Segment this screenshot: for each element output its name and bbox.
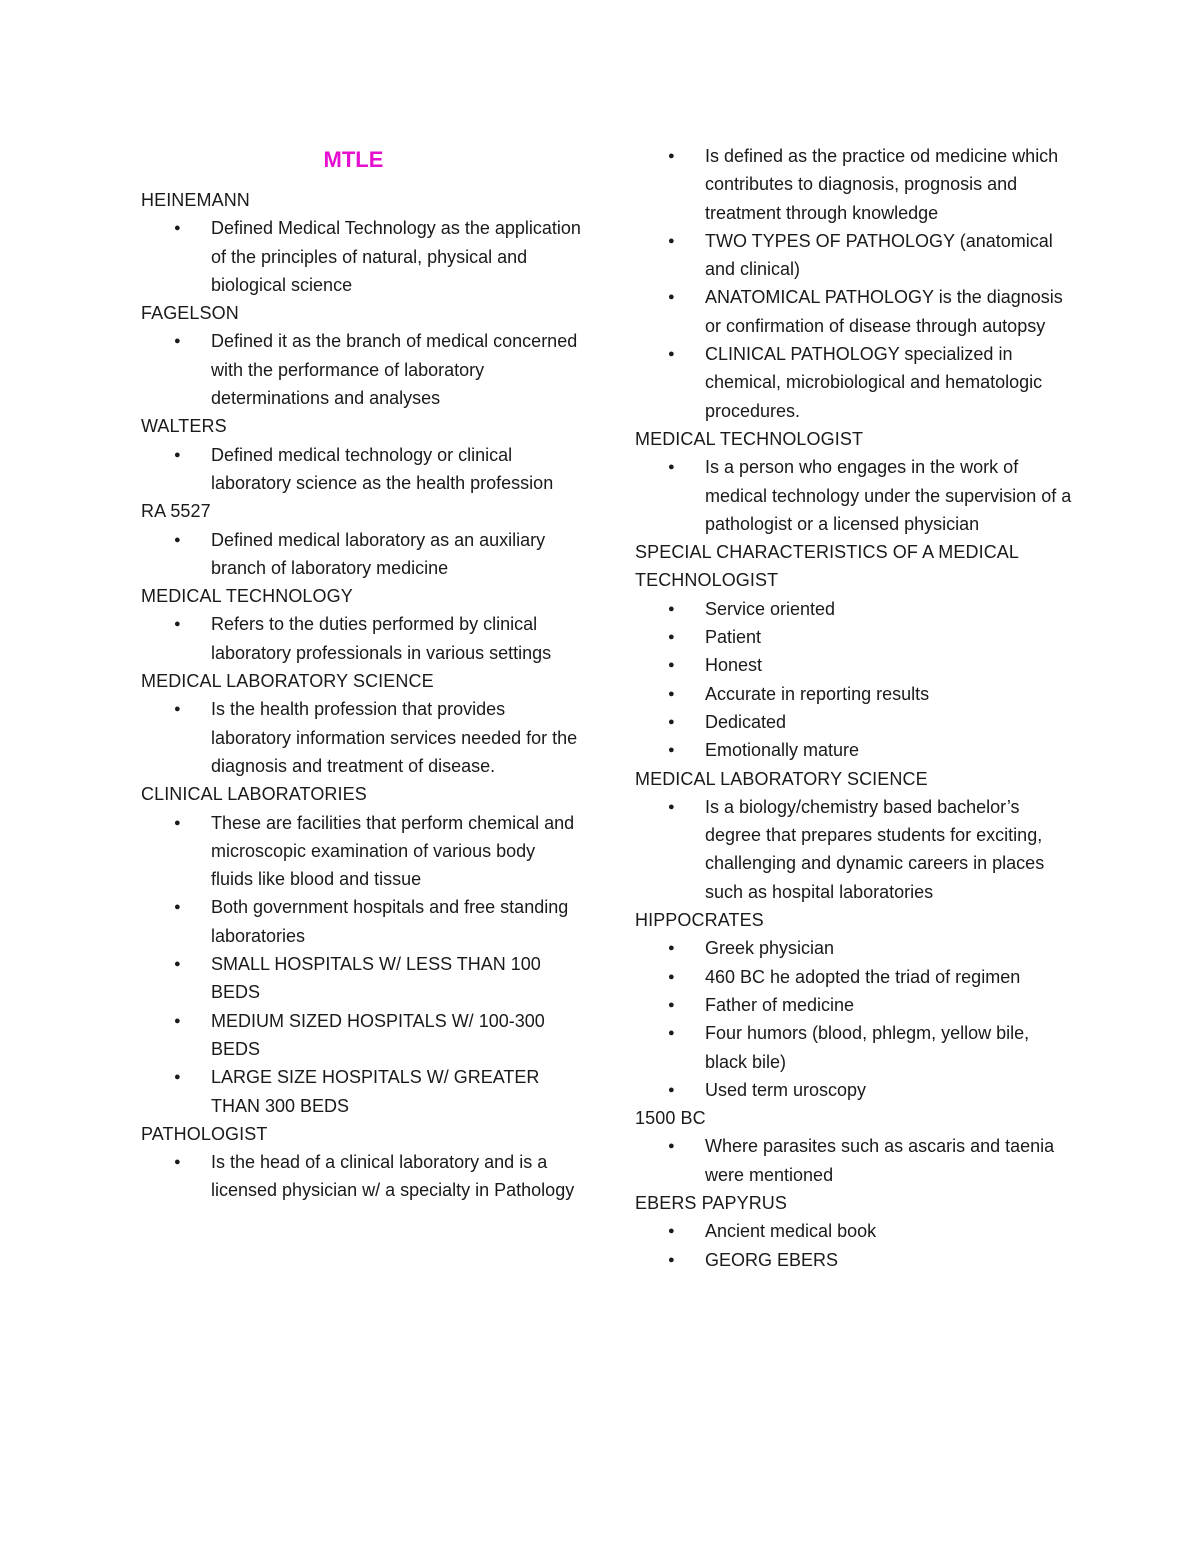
section <box>635 142 1075 425</box>
section-heading: SPECIAL CHARACTERISTICS OF A MEDICAL TECHNOLOGIST <box>635 542 1019 591</box>
bullet-item: ● Defined Medical Technology as the application of the principles of natural, physical and biological science <box>141 214 581 299</box>
bullet-list <box>635 934 1075 1104</box>
bullet-item: ● Is a biology/chemistry based bachelor’s degree that prepares students for exciting, challenging and dynamic careers in places such as hospital laboratories <box>635 793 1075 906</box>
section <box>635 1189 1075 1274</box>
bullet-list <box>141 214 581 299</box>
section-heading: WALTERS <box>141 416 227 437</box>
section <box>141 497 581 582</box>
section-heading: 1500 BC <box>635 1108 706 1129</box>
bullet-item: ● Defined it as the branch of medical concerned with the performance of laboratory determinations and analyses <box>141 327 581 412</box>
bullet-list <box>635 142 1075 425</box>
bullet-list <box>141 610 581 667</box>
bullet-list <box>635 453 1075 538</box>
bullet-item: ● ANATOMICAL PATHOLOGY is the diagnosis or confirmation of disease through autopsy <box>635 283 1075 340</box>
bullet-list <box>635 1217 1075 1274</box>
section <box>635 1104 1075 1189</box>
section <box>635 425 1075 538</box>
bullet-list <box>141 327 581 412</box>
bullet-item: ● Patient <box>635 623 1075 651</box>
section <box>635 538 1075 764</box>
section <box>141 780 581 1120</box>
section <box>141 299 581 412</box>
bullet-item: ● Dedicated <box>635 708 1075 736</box>
right-sections <box>635 142 1075 1274</box>
bullet-item: ● 460 BC he adopted the triad of regimen <box>635 963 1075 991</box>
bullet-item: ● TWO TYPES OF PATHOLOGY (anatomical and clinical) <box>635 227 1075 284</box>
left-sections <box>141 186 581 1205</box>
bullet-item: ● Accurate in reporting results <box>635 680 1075 708</box>
bullet-list <box>635 793 1075 906</box>
bullet-list <box>141 809 581 1120</box>
section-heading: HEINEMANN <box>141 190 250 210</box>
bullet-item: ● Refers to the duties performed by clinical laboratory professionals in various settings <box>141 610 581 667</box>
section-heading: CLINICAL LABORATORIES <box>141 784 367 805</box>
bullet-item: ● Used term uroscopy <box>635 1076 1075 1104</box>
section-heading: RA 5527 <box>141 501 211 522</box>
bullet-item: ● These are facilities that perform chemical and microscopic examination of various body fluids like blood and tissue <box>141 809 581 894</box>
bullet-list <box>141 1148 581 1205</box>
section <box>635 906 1075 1104</box>
bullet-item: ● Is the head of a clinical laboratory and is a licensed physician w/ a specialty in Pathology <box>141 1148 581 1205</box>
section-heading: EBERS PAPYRUS <box>635 1192 788 1213</box>
section <box>141 1120 581 1205</box>
bullet-item: ● Is the health profession that provides laboratory information services needed for the diagnosis and treatment of disease. <box>141 695 581 780</box>
bullet-list <box>141 526 581 583</box>
section-heading: MEDICAL TECHNOLOGY <box>141 586 353 607</box>
section <box>141 412 581 497</box>
section-heading: PATHOLOGIST <box>141 1123 268 1144</box>
bullet-item: ● Ancient medical book <box>635 1217 1075 1245</box>
bullet-item: ● Is a person who engages in the work of medical technology under the supervision of a pathologist or a licensed physician <box>635 453 1075 538</box>
bullet-item: ● Greek physician <box>635 934 1075 962</box>
section-heading: MEDICAL LABORATORY SCIENCE <box>141 671 434 692</box>
bullet-item: ● Honest <box>635 651 1075 679</box>
bullet-list <box>141 441 581 498</box>
bullet-item: ● Is defined as the practice od medicine which contributes to diagnosis, prognosis and treatment through knowledge <box>635 142 1075 227</box>
section-heading: FAGELSON <box>141 303 239 324</box>
bullet-item: ● Where parasites such as ascaris and taenia were mentioned <box>635 1132 1075 1189</box>
bullet-list <box>635 595 1075 765</box>
bullet-list <box>635 1132 1075 1189</box>
section <box>141 186 581 299</box>
bullet-item: ● CLINICAL PATHOLOGY specialized in chemical, microbiological and hematologic procedures. <box>635 340 1075 425</box>
section <box>141 582 581 667</box>
bullet-item: ● Service oriented <box>635 595 1075 623</box>
bullet-item: ● Both government hospitals and free standing laboratories <box>141 893 581 950</box>
bullet-item: ● LARGE SIZE HOSPITALS W/ GREATER THAN 300 BEDS <box>141 1063 581 1120</box>
bullet-item: ● MEDIUM SIZED HOSPITALS W/ 100-300 BEDS <box>141 1007 581 1064</box>
right-column <box>635 142 1075 1274</box>
section-heading: HIPPOCRATES <box>635 910 764 931</box>
bullet-item: ● Defined medical laboratory as an auxiliary branch of laboratory medicine <box>141 526 581 583</box>
bullet-item: ● Emotionally mature <box>635 736 1075 764</box>
bullet-item: ● Defined medical technology or clinical laboratory science as the health profession <box>141 441 581 498</box>
left-column <box>141 142 581 1205</box>
bullet-item: ● Father of medicine <box>635 991 1075 1019</box>
bullet-item: ● SMALL HOSPITALS W/ LESS THAN 100 BEDS <box>141 950 581 1007</box>
bullet-item: ● GEORG EBERS <box>635 1246 1075 1274</box>
section-heading: MEDICAL TECHNOLOGIST <box>635 428 864 449</box>
section <box>635 765 1075 906</box>
section <box>141 667 581 780</box>
section-heading: MEDICAL LABORATORY SCIENCE <box>635 768 928 789</box>
document-title: MTLE <box>323 147 384 172</box>
bullet-item: ● Four humors (blood, phlegm, yellow bile, black bile) <box>635 1019 1075 1076</box>
bullet-list <box>141 695 581 780</box>
